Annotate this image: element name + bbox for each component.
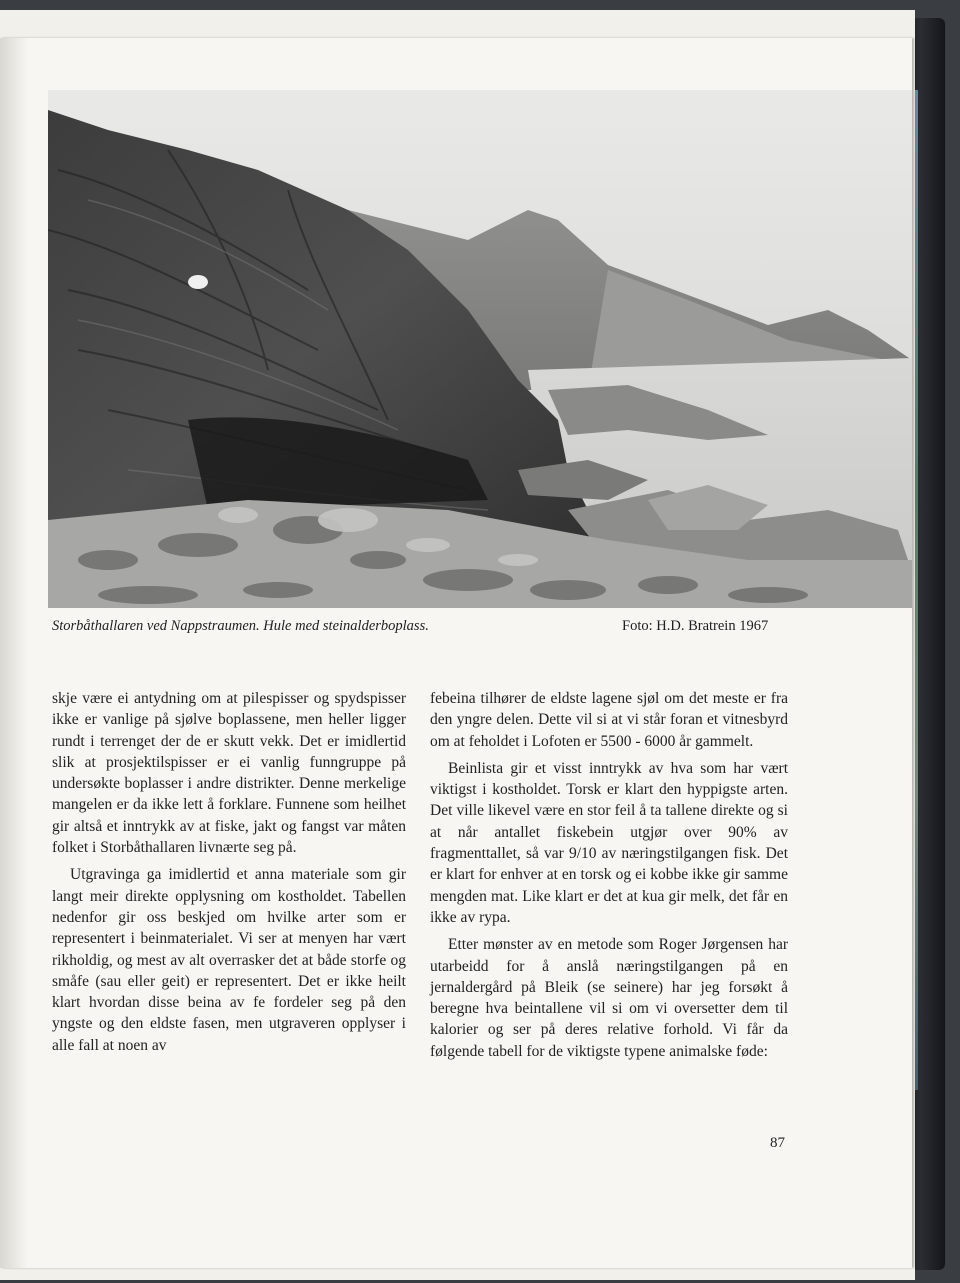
text-column-right xyxy=(430,688,788,1068)
page-number: 87 xyxy=(770,1135,785,1151)
paragraph: Etter mønster av en metode som Roger Jørgensen har utarbeidd for å anslå næringstilgangen på en jernaldergård på Bleik (se seinere) har jeg forsøkt å beregne hva beintallene vil si om vi oversetter dem til kalorier og ser på deres relative forhold. Vi får da følgende tabell for de viktigste typene animalske føde: xyxy=(430,936,788,1060)
paragraph: skje være ei antydning om at pilespisser og spydspisser ikke er vanlige på sjølve boplassene, men heller ligger rundt i terrenget der de er skutt vekk. Det er imidlertid slik at prosjektilspisser er ei vanlig funngruppe på undersøkte boplasser i andre distrikter. Denne merkelige mangelen er da ikke lett å forklare. Funnene som heilhet gir altså et inntrykk av at fiske, jakt og fangst var måten folket i Storbåthallaren livnærte seg på. xyxy=(52,690,406,857)
book-page xyxy=(0,38,912,1268)
paragraph: Utgravinga ga imidlertid et anna materiale som gir langt meir direkte opplysning om kostholdet. Tabellen nedenfor gir oss beskjed om hvilke arter som er representert i beinmaterialet. Vi ser at menyen har vært rikholdig, og mest av alt overrasker det at både storfe og småfe (sau eller geit) er representert. Det er ikke heilt klart hvordan disse beina av fe fordeler seg på den yngste og den eldste fasen, men utgraveren opplyser i alle fall at noen av xyxy=(52,866,406,1054)
photo-credit: Foto: H.D. Bratrein 1967 xyxy=(622,618,769,634)
text-column-left xyxy=(52,688,406,1062)
page-stack xyxy=(0,10,915,1280)
paragraph: febeina tilhører de eldste lagene sjøl om det meste er fra den yngre delen. Dette vil si at vi står foran et vitnesbyrd om at feholdet i Lofoten er 5500 - 6000 år gammelt. xyxy=(430,690,788,750)
photo-caption: Storbåthallaren ved Nappstraumen. Hule med steinalderboplass. xyxy=(52,618,429,634)
page-gutter xyxy=(0,38,28,1268)
landscape-photo xyxy=(48,90,912,608)
paragraph: Beinlista gir et visst inntrykk av hva som har vært viktigst i kostholdet. Torsk er klart den hyppigste arten. Det ville likevel være en stor feil å ta tallene direkte og si at når antallet fiskebein utgjør over 90% av fragmenttallet, så var 9/10 av næringstilgangen fisk. Det er klart for enhver at en torsk og ei kobbe ikke gir samme mengden mat. Like klart er det at kua gir melk, det får en ikke av rypa. xyxy=(430,759,788,926)
